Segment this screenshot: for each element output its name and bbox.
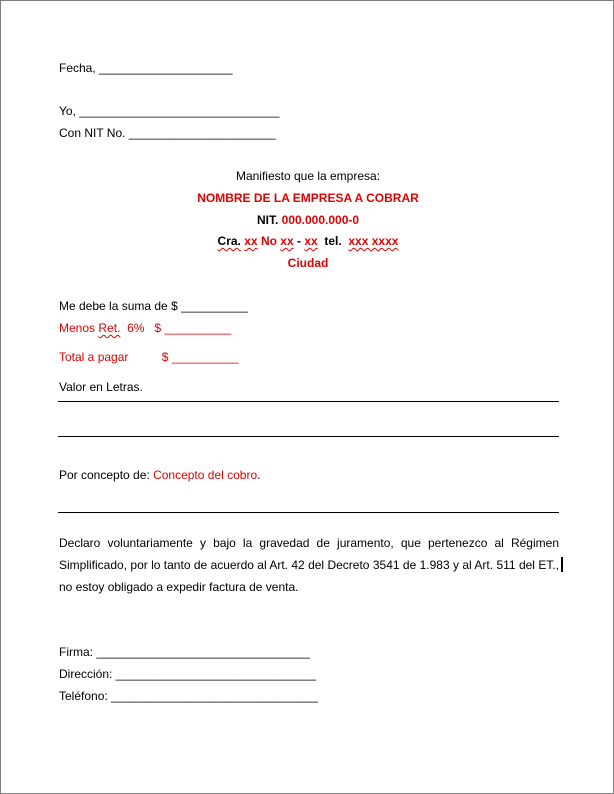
telefono-line[interactable]: Teléfono: _______________________________ <box>59 689 318 703</box>
menos-rest: 6% $ __________ <box>127 321 232 335</box>
direccion-line[interactable]: Dirección: ______________________________ <box>59 667 316 681</box>
concepto-end: . <box>257 468 261 482</box>
nit-label: NIT. <box>256 213 279 227</box>
concepto-label: Por concepto de: <box>59 468 154 482</box>
empresa-nombre[interactable]: NOMBRE DE LA EMPRESA A COBRAR <box>197 191 419 205</box>
dir-xx1: xx <box>244 234 258 248</box>
empresa-ciudad[interactable]: Ciudad <box>287 256 329 270</box>
valor-letras-label: Valor en Letras. <box>59 380 143 394</box>
menos-ret-line[interactable] <box>59 321 231 335</box>
nit-value: 000.000.000-0 <box>281 213 360 227</box>
dir-xx2: xx <box>280 234 294 248</box>
dir-cra: Cra. <box>217 234 241 248</box>
concepto-rule[interactable] <box>58 512 559 513</box>
dir-tel-value: xxx xxxx <box>348 234 399 248</box>
yo-line[interactable]: Yo, ______________________________ <box>59 104 280 118</box>
firma-line[interactable]: Firma: ________________________________ <box>59 645 310 659</box>
empresa-nit[interactable] <box>1 213 614 227</box>
total-line[interactable]: Total a pagar $ __________ <box>59 350 239 364</box>
nit-persona-line[interactable]: Con NIT No. ______________________ <box>59 126 276 140</box>
text-cursor <box>561 557 563 572</box>
declaracion-paragraph[interactable]: Declaro voluntariamente y bajo la gravedad de juramento, que pertenezco al Régimen Simplificado, por lo tanto de acuerdo al Art. 42 del Decreto 3541 de 1.983 y al Art. 511 del ET., no estoy obligado a expedir factura de venta. <box>59 536 559 594</box>
dir-tel: tel. <box>324 234 342 248</box>
concepto-value: Concepto del cobro <box>153 468 258 482</box>
manifiesto-text: Manifiesto que la empresa: <box>235 169 381 183</box>
concepto-line[interactable] <box>59 468 260 482</box>
dir-no: No <box>260 234 277 248</box>
empresa-direccion[interactable] <box>1 234 614 248</box>
ret-label: Ret. <box>98 321 121 335</box>
dir-dash: - <box>296 234 301 248</box>
valor-letras-rule-1[interactable] <box>58 401 559 402</box>
menos-label: Menos <box>59 321 96 335</box>
valor-letras-rule-2[interactable] <box>58 436 559 437</box>
dir-xx3: xx <box>304 234 318 248</box>
fecha-line[interactable]: Fecha, ____________________ <box>59 61 233 75</box>
suma-line[interactable]: Me debe la suma de $ __________ <box>59 299 248 313</box>
